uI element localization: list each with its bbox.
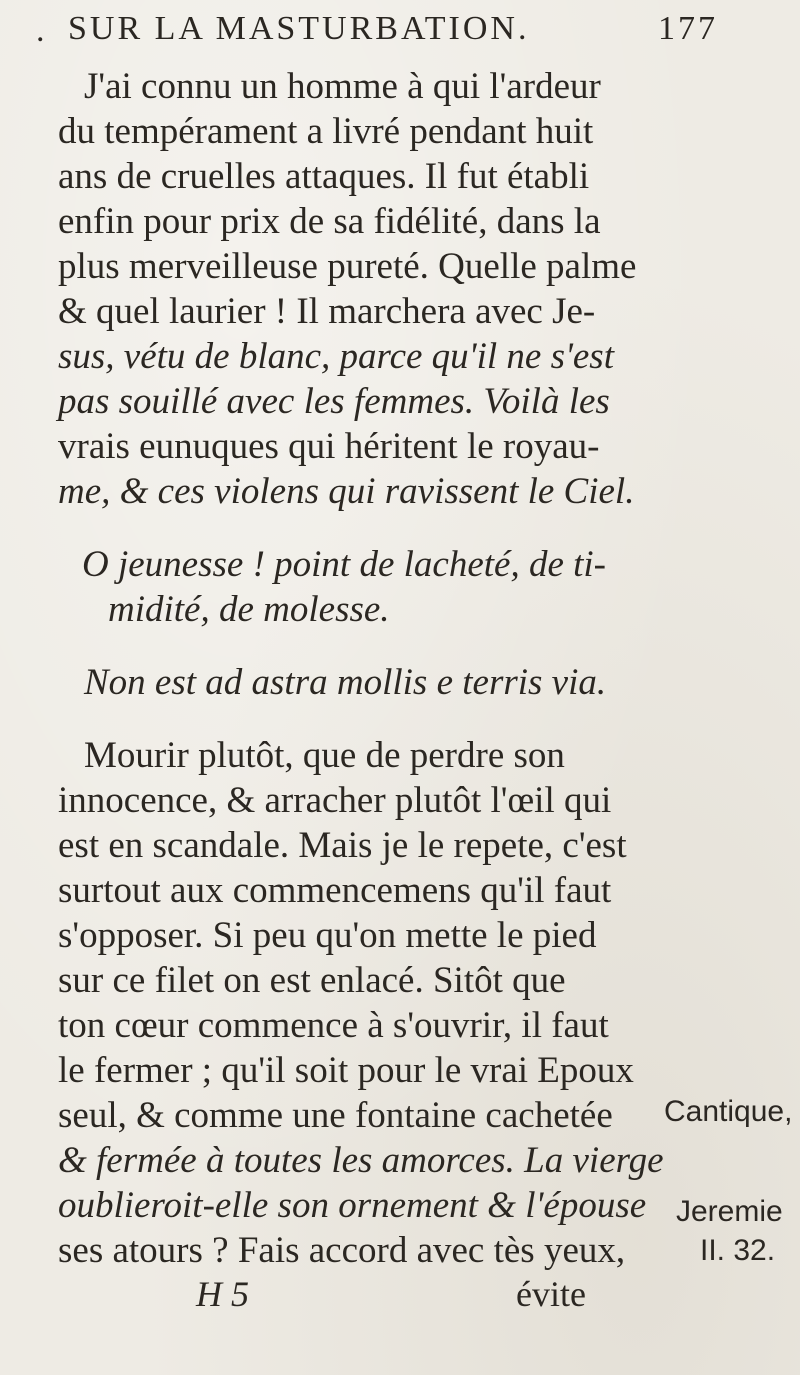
text-line: ses atours ? Fais accord avec tès yeux, — [58, 1230, 626, 1271]
text-line: pas souillé avec les femmes. Voilà les — [58, 381, 610, 422]
text-line: innocence, & arracher plutôt l'œil qui — [58, 780, 612, 821]
margin-note-cantique: Cantique, — [664, 1095, 793, 1128]
text-line: ans de cruelles attaques. Il fut établi — [58, 156, 590, 197]
text-line: enfin pour prix de sa fidélité, dans la — [58, 201, 601, 242]
text-line: me, & ces violens qui ravissent le Ciel. — [58, 471, 635, 512]
text-line: le fermer ; qu'il soit pour le vrai Epoux — [58, 1050, 634, 1091]
text-line: du tempérament a livré pendant huit — [58, 111, 594, 152]
text-line: surtout aux commencemens qu'il faut — [58, 870, 612, 911]
page-number: 177 — [658, 10, 718, 47]
catchword: évite — [516, 1274, 586, 1314]
text-line: Mourir plutôt, que de perdre son — [84, 735, 565, 776]
text-line: ton cœur commence à s'ouvrir, il faut — [58, 1005, 609, 1046]
margin-note-reference: II. 32. — [700, 1234, 776, 1267]
text-line: s'opposer. Si peu qu'on mette le pied — [58, 915, 597, 956]
text-line: sus, vétu de blanc, parce qu'il ne s'est — [58, 336, 614, 377]
text-line: est en scandale. Mais je le repete, c'est — [58, 825, 627, 866]
text-line: vrais eunuques qui héritent le royau- — [58, 426, 600, 467]
text-line: & fermée à toutes les amorces. La vierge — [58, 1140, 664, 1181]
text-line: oublieroit-elle son ornement & l'épouse — [58, 1185, 647, 1226]
text-line: plus merveilleuse pureté. Quelle palme — [58, 246, 637, 287]
text-line: J'ai connu un homme à qui l'ardeur — [84, 66, 601, 107]
margin-note-jeremie: Jeremie — [676, 1195, 783, 1228]
text-line: & quel laurier ! Il marchera avec Je- — [58, 291, 596, 332]
running-header — [36, 10, 718, 54]
text-line: O jeunesse ! point de lacheté, de ti- — [82, 544, 606, 585]
header-mark: . — [36, 12, 48, 49]
signature-mark: H 5 — [196, 1274, 249, 1314]
running-title: SUR LA MASTURBATION. — [68, 10, 530, 47]
text-line: midité, de molesse. — [108, 589, 390, 630]
text-line: seul, & comme une fontaine cachetée — [58, 1095, 613, 1136]
text-line: sur ce filet on est enlacé. Sitôt que — [58, 960, 566, 1001]
latin-quote: Non est ad astra mollis e terris via. — [84, 662, 607, 703]
